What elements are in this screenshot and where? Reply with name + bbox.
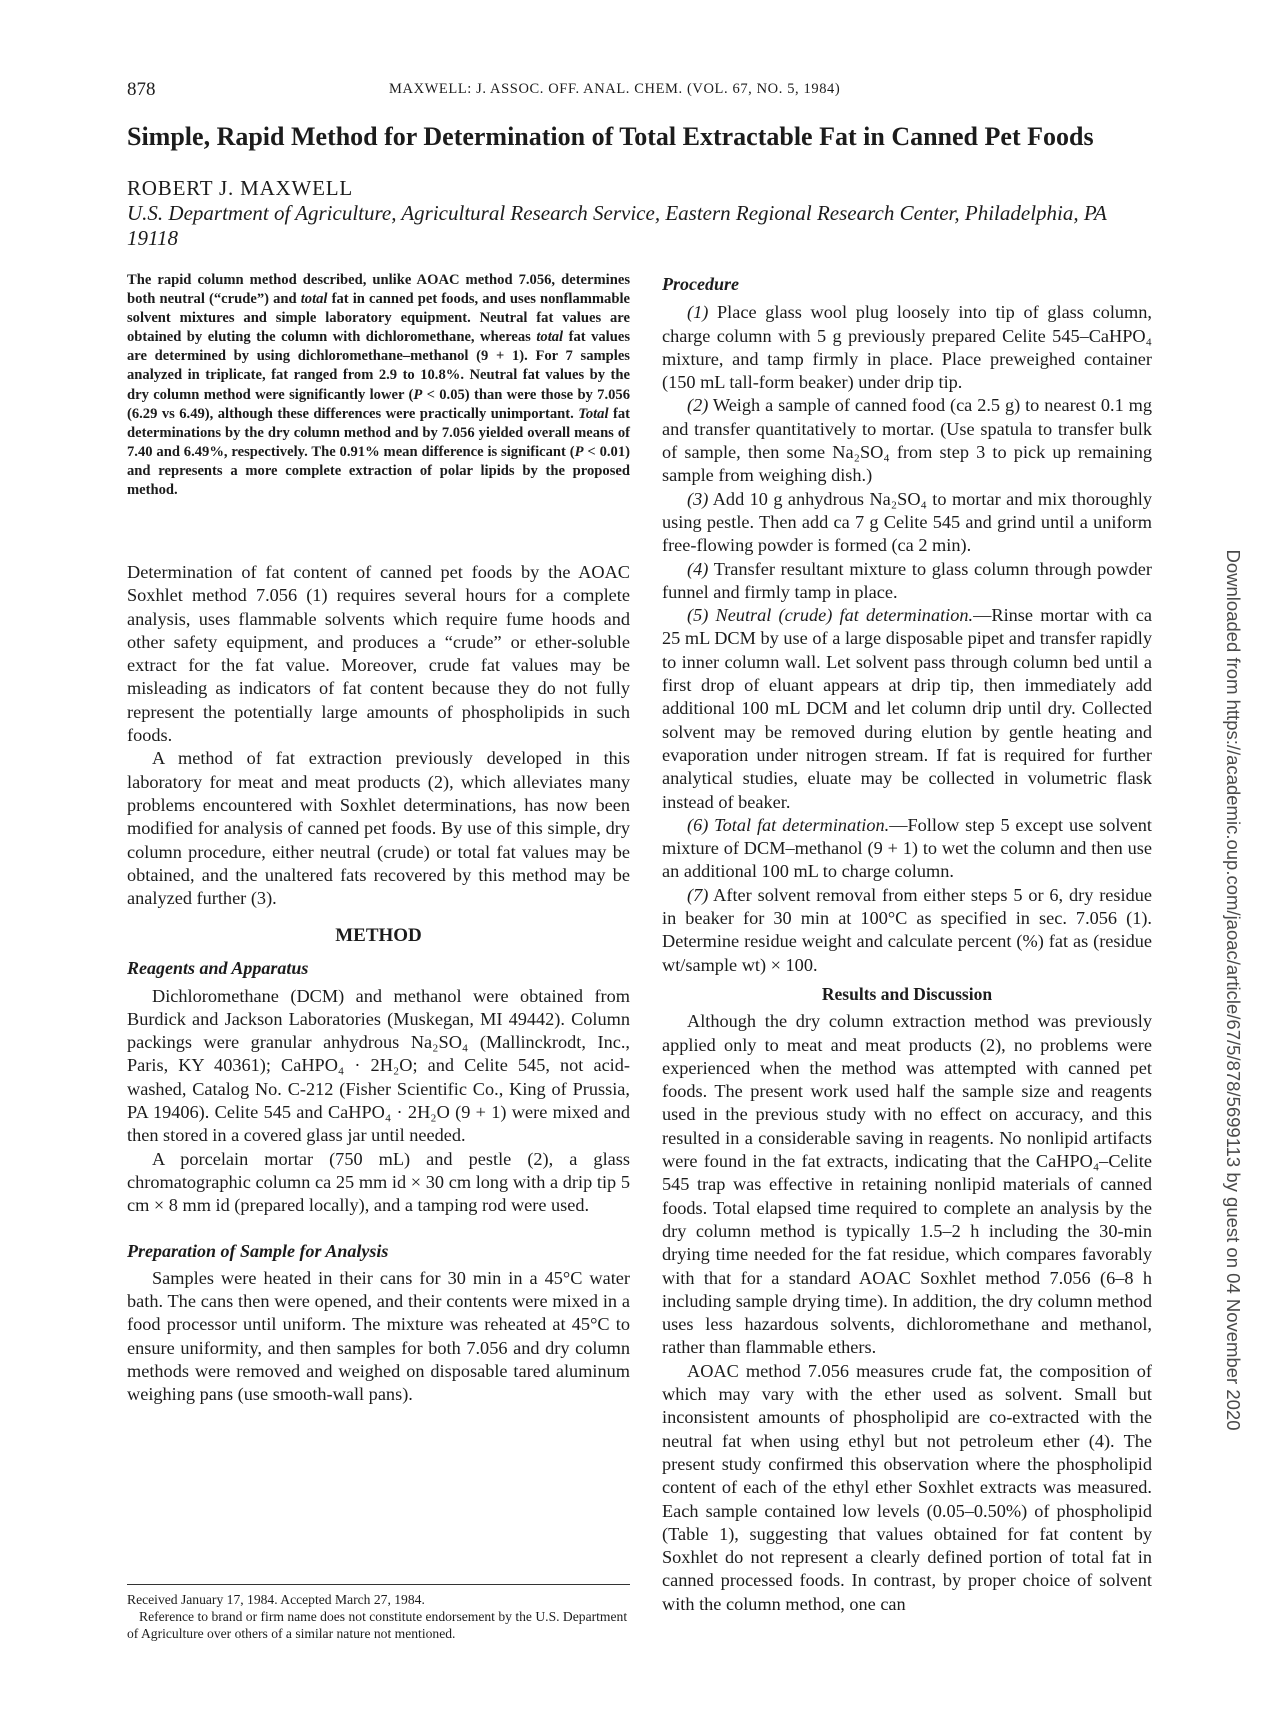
left-column-intro [127,561,630,910]
footnote [127,1584,630,1642]
reagents-paragraph-2: A porcelain mortar (750 mL) and pestle (2), a glass chromatographic column ca 25 mm id × 30 cm long with a drip tip 5 cm × 8 mm id (prepared locally), and a tamping rod were used. [127,1148,630,1216]
procedure-step-2: (2) Weigh a sample of canned food (ca 2.5 g) to nearest 0.1 mg and transfer quantitatively to mortar. (Use spatula to transfer bulk of sample, then some Na₂SO₄ from step 3 to pick up remaining sample from weighing dish.) [662,395,1152,486]
footnote-received: Received January 17, 1984. Accepted March 27, 1984. [127,1592,425,1607]
preparation-heading: Preparation of Sample for Analysis [127,1240,389,1261]
page-number: 878 [127,79,156,100]
procedure-heading: Procedure [662,274,739,294]
procedure-step-4: (4) Transfer resultant mixture to glass column through powder funnel and firmly tamp in place. [662,558,1152,602]
reagents-paragraph-1: Dichloromethane (DCM) and methanol were obtained from Burdick and Jackson Laboratories (Muskegan, MI 49442). Column packings were granular anhydrous Na₂SO₄ (Mallinckrodt, Inc., Paris, KY 40361); CaHPO₄ · 2H₂O; and Celite 545, not acid-washed, Catalog No. C-212 (Fisher Scientific Co., King of Prussia, PA 19406). Celite 545 and CaHPO₄ · 2H₂O (9 + 1) were mixed and then stored in a covered glass jar until needed. [127,985,630,1146]
method-heading: METHOD [335,925,422,946]
results-heading: Results and Discussion [821,984,993,1004]
footnote-disclaimer: Reference to brand or firm name does not constitute endorsement by the U.S. Department of Agriculture over others of a similar nature not mentioned. [127,1609,628,1641]
procedure-step-6: (6) Total fat determination.—Follow step 5 except use solvent mixture of DCM–methanol (9 + 1) to wet the column and then use an additional 100 mL to charge column. [662,814,1152,882]
intro-paragraph-2: A method of fat extraction previously developed in this laboratory for meat and meat products (2), which alleviates many problems encountered with Soxhlet determinations, has now been modified for analysis of canned pet foods. By use of this simple, dry column procedure, either neutral (crude) or total fat values may be obtained, and the unaltered fats recovered by this method may be analyzed further (3). [127,748,630,909]
procedure-step-3: (3) Add 10 g anhydrous Na₂SO₄ to mortar and mix thoroughly using pestle. Then add ca 7 g Celite 545 and grind until a uniform free-flowing powder is formed (ca 2 min). [662,488,1152,556]
preparation-paragraph: Samples were heated in their cans for 30 min in a 45°C water bath. The cans then were opened, and their contents were mixed in a food processor until uniform. The mixture was reheated at 45°C to ensure uniformity, and then samples for both 7.056 and dry column methods were removed and weighed on disposable tared aluminum weighing pans (use smooth-wall pans). [127,1267,630,1405]
intro-paragraph-1: Determination of fat content of canned pet foods by the AOAC Soxhlet method 7.056 (1) requires several hours for a complete analysis, uses flammable solvents which require fume hoods and other safety equipment, and produces a “crude” or ether-soluble extract for the fat value. Moreover, crude fat values may be misleading as indicators of fat content because they do not fully represent the potentially large amounts of phospholipids in such foods. [127,562,630,746]
left-column-method [127,924,630,1407]
reagents-heading: Reagents and Apparatus [127,958,309,979]
page-header [127,79,1127,103]
author-affiliation: U.S. Department of Agriculture, Agricultural Research Service, Eastern Regional Research Center, Philadelphia, PA 19118 [127,201,1107,250]
running-head: MAXWELL: J. ASSOC. OFF. ANAL. CHEM. (VOL. 67, NO. 5, 1984) [389,81,841,97]
procedure-step-1: (1) Place glass wool plug loosely into tip of glass column, charge column with 5 g previously prepared Celite 545–CaHPO₄ mixture, and tamp firmly in place. Place preweighed container (150 mL tall-form beaker) under drip tip. [662,302,1152,393]
author-name: ROBERT J. MAXWELL [127,176,354,200]
procedure-step-7: (7) After solvent removal from either steps 5 or 6, dry residue in beaker for 30 min at 100°C as specified in sec. 7.056 (1). Determine residue weight and calculate percent (%) fat as (residue wt/sample wt) × 100. [662,884,1152,975]
abstract: The rapid column method described, unlike AOAC method 7.056, determines both neutral (“crude”) and total fat in canned pet foods, and uses nonflammable solvent mixtures and simple laboratory equipment. Neutral fat values are obtained by eluting the column with dichloromethane, whereas total fat values are determined by using dichloromethane–methanol (9 + 1). For 7 samples analyzed in triplicate, fat ranged from 2.9 to 10.8%. Neutral fat values by the dry column method were significantly lower (P < 0.05) than were those by 7.056 (6.29 vs 6.49), although these differences were practically unimportant. Total fat determinations by the dry column method and by 7.056 yielded overall means of 7.40 and 6.49%, respectively. The 0.91% mean difference is significant (P < 0.01) and represents a more complete extraction of polar lipids by the proposed method. [127,272,631,499]
right-column-procedure [662,273,1152,977]
results-paragraph-1: Although the dry column extraction method was previously applied only to meat and meat products (2), no problems were experienced when the method was attempted with canned pet foods. The present work used half the sample size and reagents used in the previous study with no effect on accuracy, and this resulted in a considerable saving in reagents. No nonlipid artifacts were found in the fat extracts, indicating that the CaHPO₄–Celite 545 trap was effective in retaining nonlipid materials of canned foods. Total elapsed time required to complete an analysis by the dry column method is typically 1.5–2 h including the 30-min drying time needed for the fat residue, which compares favorably with that for a standard AOAC Soxhlet method 7.056 (6–8 h including sample drying time). In addition, the dry column method uses less hazardous solvents, dichloromethane and methanol, rather than flammable ethers. [662,1011,1152,1358]
procedure-step-5: (5) Neutral (crude) fat determination.—Rinse mortar with ca 25 mL DCM by use of a large disposable pipet and transfer rapidly to inner column wall. Let solvent pass through column bed until a first drop of eluant appears at drip tip, then immediately add additional 100 mL DCM and let column drip until dry. Collected solvent may be removed during elution by gentle heating and evaporation under nitrogen stream. If fat is required for further analytical studies, eluate may be collected in volumetric flask instead of beaker. [662,605,1152,812]
right-column-results [662,983,1152,1616]
article-title: Simple, Rapid Method for Determination of Total Extractable Fat in Canned Pet Foods [127,122,1094,151]
results-paragraph-2: AOAC method 7.056 measures crude fat, the composition of which may vary with the ether used as solvent. Small but inconsistent amounts of phospholipid are co-extracted with the neutral fat when using ethyl but not petroleum ether (4). The present study confirmed this observation where the phospholipid content of each of the ethyl ether Soxhlet extracts was measured. Each sample contained low levels (0.05–0.50%) of phospholipid (Table 1), suggesting that values obtained for fat content by Soxhlet do not represent a clearly defined portion of total fat in canned processed foods. In contrast, by proper choice of solvent with the column method, one can [662,1360,1152,1614]
